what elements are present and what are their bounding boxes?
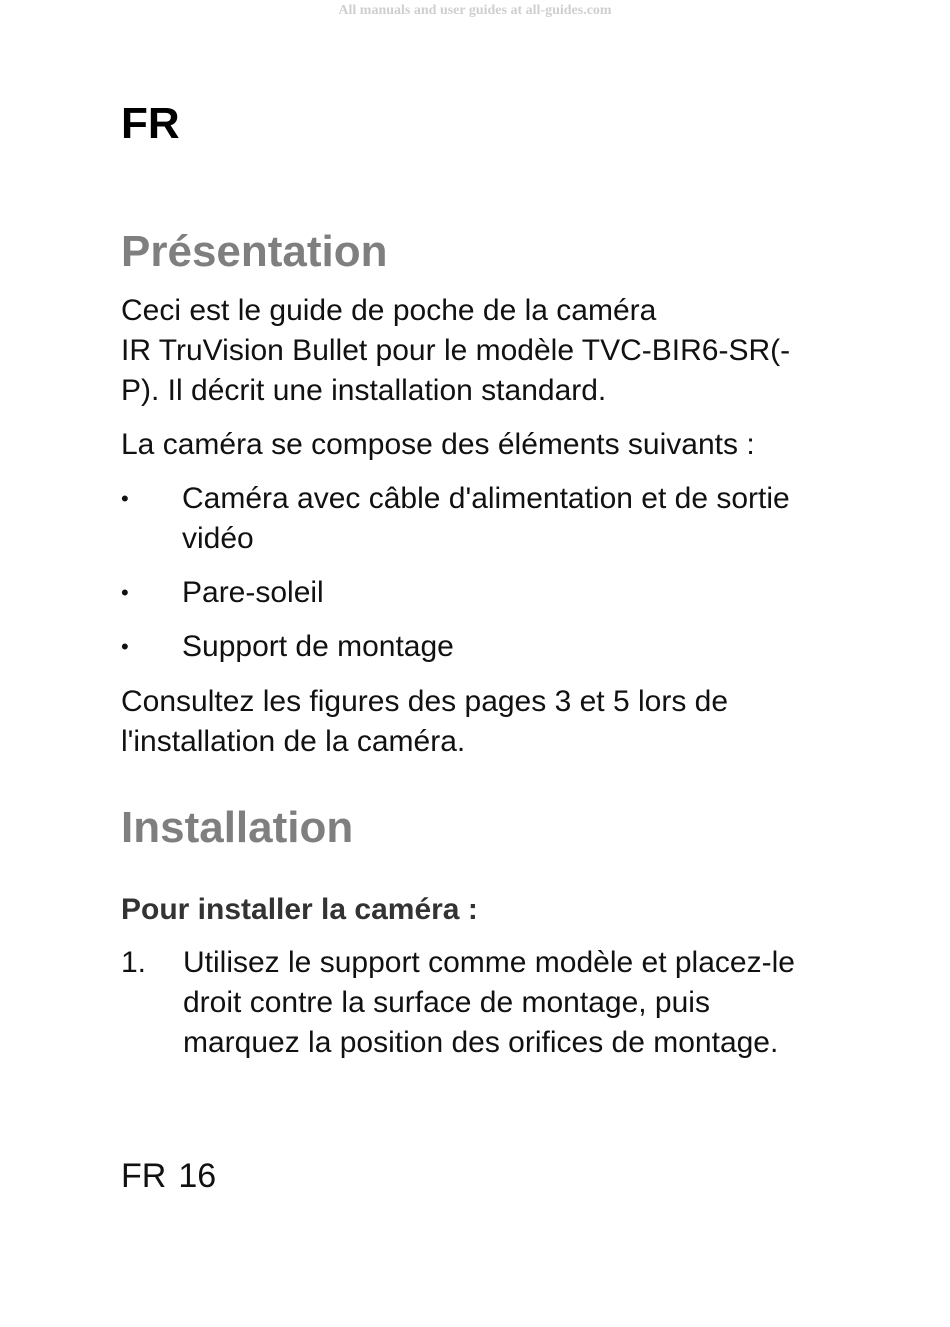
page-number: 16 (178, 1157, 217, 1195)
consult-line-2: l'installation de la caméra. (121, 725, 466, 758)
presentation-heading: Présentation (121, 227, 388, 276)
bullet-icon: • (121, 634, 129, 659)
watermark: All manuals and user guides at all-guides.com (338, 3, 612, 18)
footer-language: FR (121, 1157, 167, 1195)
page-footer (121, 1156, 228, 1196)
intro-line-3: P). Il décrit une installation standard. (121, 374, 607, 407)
intro-line-2: IR TruVision Bullet pour le modèle TVC-BIR6-SR(- (121, 334, 791, 367)
list-item (121, 627, 821, 667)
intro-line-1: Ceci est le guide de poche de la caméra (121, 294, 657, 327)
bullet-icon: • (121, 486, 129, 511)
bullet-icon: • (121, 580, 129, 605)
list-item-text: Support de montage (182, 630, 454, 663)
list-item (121, 479, 821, 559)
installation-heading: Installation (121, 803, 354, 852)
consult-line-1: Consultez les figures des pages 3 et 5 lors de (121, 685, 729, 718)
compose-paragraph: La caméra se compose des éléments suivants : (121, 428, 755, 461)
procedure-heading: Pour installer la caméra : (121, 893, 478, 926)
components-list (121, 479, 821, 681)
step-item (121, 943, 821, 1063)
step-number: 1. (121, 946, 147, 979)
list-item (121, 573, 821, 613)
list-item-text: Pare-soleil (182, 576, 324, 609)
consult-paragraph (121, 682, 821, 762)
list-item-text: Caméra avec câble d'alimentation et de sortie vidéo (182, 482, 790, 555)
steps-list (121, 943, 821, 1063)
language-heading: FR (121, 99, 180, 148)
intro-paragraph (121, 291, 821, 411)
step-text: Utilisez le support comme modèle et placez-le droit contre la surface de montage, puis marquez la position des orifices de montage. (183, 946, 795, 1059)
